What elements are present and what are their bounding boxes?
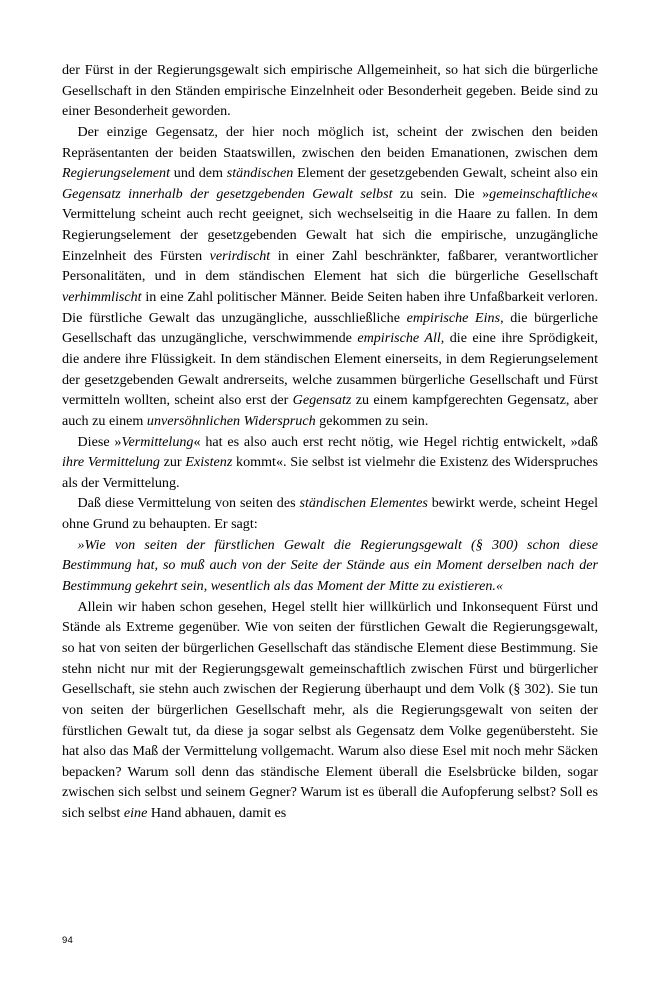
body-text: zu einem kampfgerechten Gegensatz, aber auch zu einem (62, 392, 598, 429)
body-text: der Fürst in der Regierungsgewalt sich empirische Allgemeinheit, so hat sich die bürgerliche Gesellschaft in den Ständen empirische Einzelnheit oder Besonderheit gegeben. Beide sind zu einer Besonderheit geworden. (62, 62, 598, 120)
emphasis-text: unversöhnlichen Widerspruch (146, 412, 316, 429)
emphasis-text: verirdischt (209, 247, 271, 264)
body-text: « Vermittelung scheint auch recht geeignet, sich wechselseitig in die Haare zu fallen. In dem Regierungselement der gesetzgebenden Gewalt hat sich die empirische, unzugängliche Einzelnheit des Fürsten (62, 185, 598, 264)
emphasis-text: eine (123, 805, 148, 822)
paragraph (62, 122, 598, 432)
paragraph (62, 535, 598, 597)
body-text: zu sein. Die » (392, 185, 490, 202)
body-text: in eine Zahl politischer Männer. Beide Seiten haben ihre Unfaßbarkeit verloren. Die fürstliche Gewalt das unzugängliche, ausschließliche (62, 289, 598, 326)
body-text: Diese » (77, 433, 122, 450)
emphasis-text: gemeinschaftliche (489, 185, 591, 202)
emphasis-text: Regierungselement (62, 165, 171, 182)
paragraph (62, 493, 598, 534)
body-text: bewirkt werde, scheint Hegel ohne Grund zu behaupten. Er sagt: (62, 495, 598, 533)
emphasis-text: verhimmlischt (62, 289, 142, 306)
body-text: kommt«. Sie selbst ist vielmehr die Existenz des Widerspruches als der Vermittelung. (62, 454, 598, 491)
emphasis-text: Gegensatz (292, 392, 352, 409)
body-text: Allein wir haben schon gesehen, Hegel stellt hier willkürlich und Inkonsequent Fürst und Stände als Extreme gegenüber. Wie von seiten der fürstlichen Gewalt die Regierungsgewalt, so hat von seiten der bürgerlichen Gesellschaft das ständische Element diese Bestimmung. Sie stehn nicht nur mit der Regierungsgewalt gemeinschaftlich zwischen Fürst und bürgerlicher Gesellschaft, sie stehn auch zwischen der Regierung überhaupt und dem Volk (§ 302). Sie tun von seiten der bürgerlichen Gesellschaft mehr, als die Regierungsgewalt von seiten der fürstlichen Gewalt tut, da diese ja sogar selbst als Gegensatz dem Volke gegenübersteht. Sie hat also das Maß der Vermittelung vollgemacht. Warum also diese Esel mit noch mehr Säcken bepacken? Warum soll denn das ständische Element überall die Eselsbrücke bilden, sogar zwischen sich selbst und seinem Gegner? Warum ist es überall die Aufopferung selbst? Soll es sich selbst (62, 598, 598, 822)
emphasis-text: empirische All (357, 330, 441, 347)
body-text: « hat es also auch erst recht nötig, wie Hegel richtig entwickelt, »daß (193, 433, 598, 450)
emphasis-text: Vermittelung (121, 433, 194, 450)
paragraph (62, 60, 598, 122)
body-text: , die bürgerliche Gesellschaft das unzugängliche, verschwimmende (62, 309, 598, 347)
body-text: Element der gesetzgebenden Gewalt, scheint also ein (293, 165, 598, 182)
body-text: zur (159, 454, 186, 471)
page-text-body (62, 60, 598, 824)
emphasis-text: Gegensatz innerhalb der gesetzgebenden Gewalt selbst (62, 185, 393, 202)
body-text: in einer Zahl beschränkter, faßbarer, verantwortlicher Personalitäten, und in dem ständischen Element hat sich die bürgerliche Gesellschaft (62, 247, 598, 285)
emphasis-text: »Wie von seiten der fürstlichen Gewalt die Regierungsgewalt (§ 300) schon diese Bestimmung hat, so muß auch von der Seite der Stände aus ein Moment derselben nach der Bestimmung gekehrt sein, wesentlich als das Moment der Mitte zu existieren.« (62, 536, 598, 595)
body-text: Der einzige Gegensatz, der hier noch möglich ist, scheint der zwischen den beiden Repräsentanten der beiden Staatswillen, zwischen den beiden Emanationen, zwischen dem (62, 123, 598, 161)
emphasis-text: ihre Vermittelung (62, 454, 160, 471)
body-text: Daß diese Vermittelung von seiten des (77, 495, 300, 512)
body-text: Hand abhauen, damit es (147, 805, 287, 822)
page-number: 94 (62, 935, 73, 946)
body-text: , die eine ihre Sprödigkeit, die andere ihre Flüssigkeit. In dem ständischen Element einerseits, in dem Regierungselement der gesetzgebenden Gewalt andrerseits, welche zusammen bürgerliche Gesellschaft und Fürst vermitteln wollten, scheint also erst der (62, 330, 598, 409)
emphasis-text: ständischen (226, 165, 294, 182)
emphasis-text: Existenz (185, 454, 233, 471)
emphasis-text: ständischen Elementes (299, 495, 428, 512)
body-text: und dem (170, 165, 227, 182)
paragraph (62, 597, 598, 824)
emphasis-text: empirische Eins (406, 309, 501, 326)
body-text: gekommen zu sein. (315, 412, 429, 429)
paragraph (62, 432, 598, 494)
